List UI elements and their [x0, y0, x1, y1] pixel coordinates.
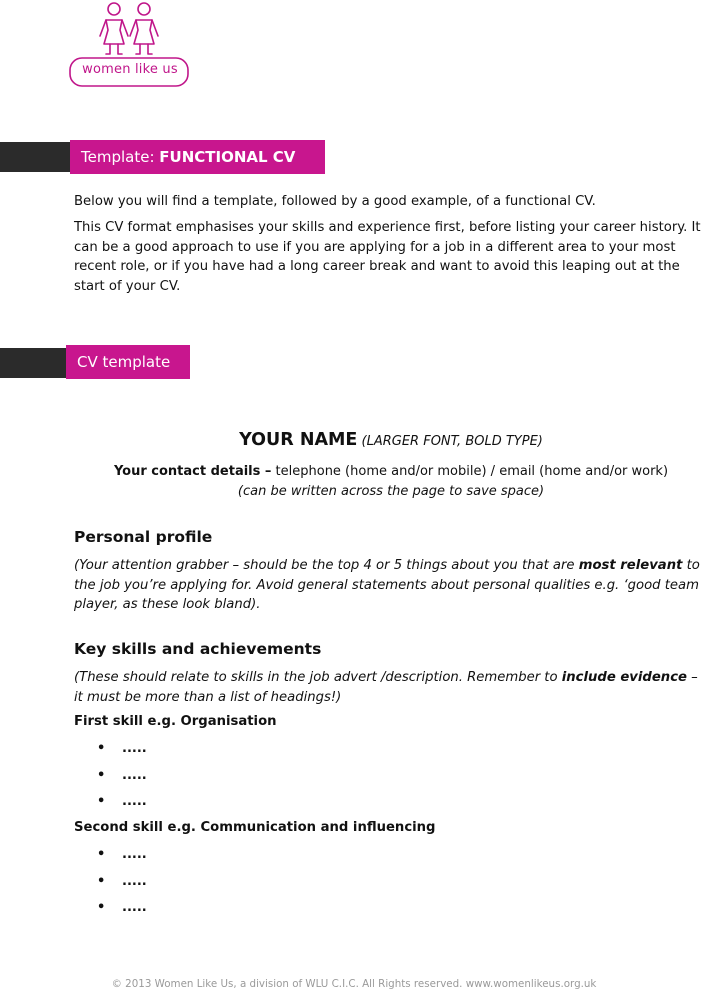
section-banner-cv-template: CV template [66, 345, 190, 379]
section-banner-template [70, 140, 325, 174]
page-footer: © 2013 Women Like Us, a division of WLU C.I.C. All Rights reserved. www.womenlikeus.org.uk [111, 978, 597, 990]
intro-paragraph-1: Below you will find a template, followed by a good example, of a functional CV. [74, 194, 596, 209]
personal-profile-text: (Your attention grabber – should be the top 4 or 5 things about you that are most relevant to the job you’re applying for. Avoid general statements about personal qualities e.g. ‘good team player, as these look bland). [74, 558, 700, 612]
banner-prefix: Template: [81, 148, 160, 166]
banner-title: FUNCTIONAL CV [159, 148, 296, 166]
personal-profile-heading: Personal profile [74, 528, 213, 546]
contact-details [74, 462, 708, 502]
your-name-line [74, 430, 708, 450]
contact-text: telephone (home and/or mobile) / email (home and/or work) [271, 464, 669, 479]
key-skills-heading: Key skills and achievements [74, 640, 322, 658]
key-skills-text: (These should relate to skills in the job advert /description. Remember to include evidence – it must be more than a list of headings!) [74, 670, 698, 705]
contact-note: (can be written across the page to save space) [237, 484, 545, 499]
logo-wordmark: women like us [82, 62, 178, 77]
skill-title-2: Second skill e.g. Communication and influencing [74, 820, 436, 835]
section-bar-dark [0, 142, 72, 172]
section-bar-dark-2 [0, 348, 68, 378]
your-name: YOUR NAME [239, 430, 358, 450]
your-name-note: (LARGER FONT, BOLD TYPE) [361, 434, 543, 449]
contact-label: Your contact details – [113, 464, 272, 479]
intro-paragraph-2: This CV format emphasises your skills and experience first, before listing your career history. It can be a good approach to use if you are applying for a job in a different area to your most recent role, or if you have had a long career break and want to avoid this leaping out at the start of your CV. [74, 220, 701, 294]
skill-title-1: First skill e.g. Organisation [74, 714, 277, 729]
